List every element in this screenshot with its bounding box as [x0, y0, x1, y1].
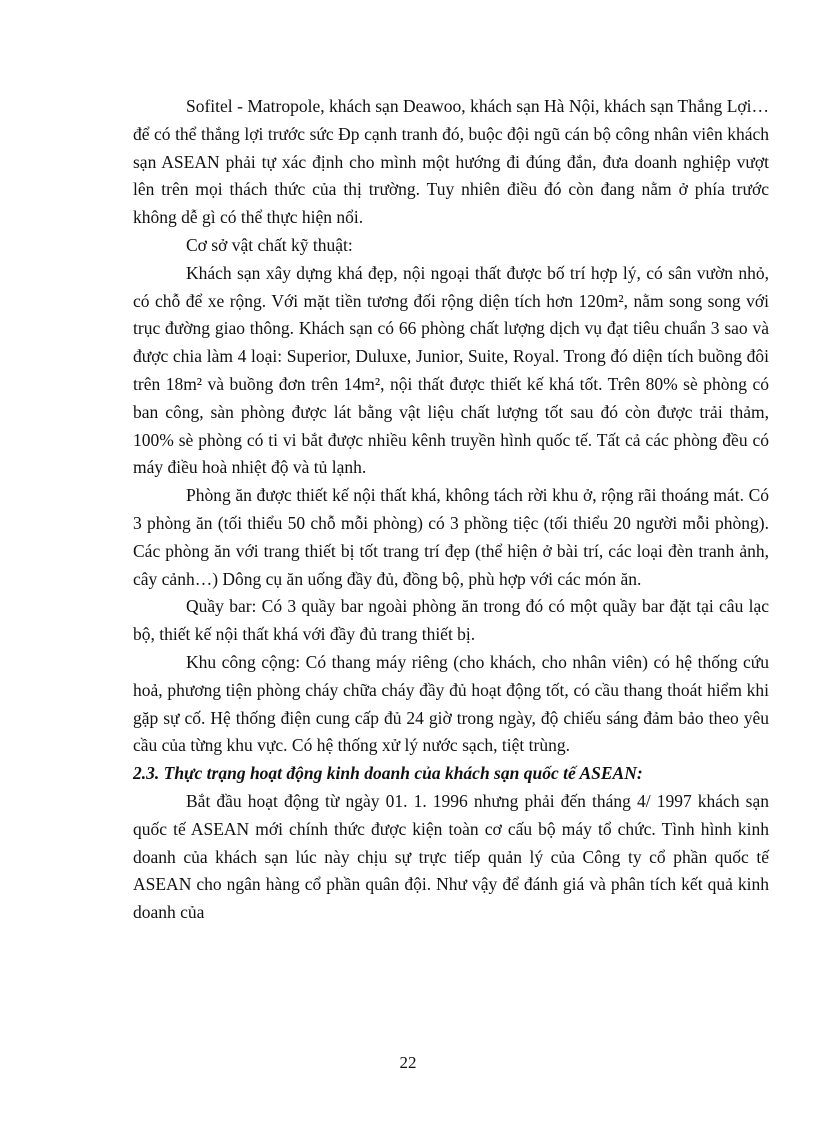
document-body [133, 93, 769, 927]
paragraph-competition: Sofitel - Matropole, khách sạn Deawoo, khách sạn Hà Nội, khách sạn Thắng Lợi… để có thể thắng lợi trước sức Đp cạnh tranh đó, buộc đội ngũ cán bộ công nhân viên khách sạn ASEAN phải tự xác định cho mình một hướng đi đúng đắn, đưa doanh nghiệp vượt lên trên mọi thách thức của thị trường. Tuy nhiên điều đó còn đang nằm ở phía trước không dễ gì có thể thực hiện nổi. [133, 96, 769, 228]
page-number: 22 [399, 1053, 417, 1072]
paragraph-public-area: Khu công cộng: Có thang máy riêng (cho khách, cho nhân viên) có hệ thống cứu hoả, phương tiện phòng cháy chữa cháy đầy đủ hoạt động tốt, có cầu thang thoát hiểm khi gặp sự cố. Hệ thống điện cung cấp đủ 24 giờ trong ngày, độ chiếu sáng đảm bảo theo yêu cầu của từng khu vực. Có hệ thống xử lý nước sạch, tiệt trùng. [133, 651, 769, 756]
paragraph-bar: Quầy bar: Có 3 quầy bar ngoài phòng ăn trong đó có một quầy bar đặt tại câu lạc bộ, thiết kế nội thất khá với đầy đủ trang thiết bị. [133, 596, 769, 645]
section-heading: 2.3. Thực trạng hoạt động kinh doanh của khách sạn quốc tế ASEAN: [133, 763, 643, 784]
paragraph-dining-rooms: Phòng ăn được thiết kế nội thất khá, không tách rời khu ở, rộng rãi thoáng mát. Có 3 phòng ăn (tối thiểu 50 chỗ mỗi phòng) có 3 phồng tiệc (tối thiểu 20 người mỗi phòng). Các phòng ăn với trang thiết bị tốt trang trí đẹp (thể hiện ở bài trí, các loại đèn tranh ảnh, cây cảnh…) Dông cụ ăn uống đầy đủ, đồng bộ, phù hợp với các món ăn. [133, 485, 769, 589]
paragraph-facilities-title: Cơ sở vật chất kỹ thuật: [186, 234, 353, 255]
paragraph-hotel-rooms: Khách sạn xây dựng khá đẹp, nội ngoại thất được bố trí hợp lý, có sân vườn nhỏ, có chỗ để xe rộng. Với mặt tiền tương đối rộng diện tích hơn 120m², nằm song song với trục đường giao thông. Khách sạn có 66 phòng chất lượng dịch vụ đạt tiêu chuẩn 3 sao và được chia làm 4 loại: Superior, Duluxe, Junior, Suite, Royal. Trong đó diện tích buồng đôi trên 18m² và buồng đơn trên 14m², nội thất được thiết kế khá tốt. Trên 80% sè phòng có ban công, sàn phòng được lát bằng vật liệu chất lượng tốt sau đó còn được trải thảm, 100% sè phòng có ti vi bắt được nhiều kênh truyền hình quốc tế. Tất cả các phòng đều có máy điều hoà nhiệt độ và tủ lạnh. [133, 262, 769, 478]
paragraph-business-start: Bắt đầu hoạt động từ ngày 01. 1. 1996 nhưng phải đến tháng 4/ 1997 khách sạn quốc tế ASEAN mới chính thức được kiện toàn cơ cấu bộ máy tổ chức. Tình hình kinh doanh của khách sạn lúc này chịu sự trực tiếp quản lý của Công ty cổ phần quốc tế ASEAN cho ngân hàng cổ phần quân đội. Như vậy để đánh giá và phân tích kết quả kinh doanh của [133, 790, 769, 923]
